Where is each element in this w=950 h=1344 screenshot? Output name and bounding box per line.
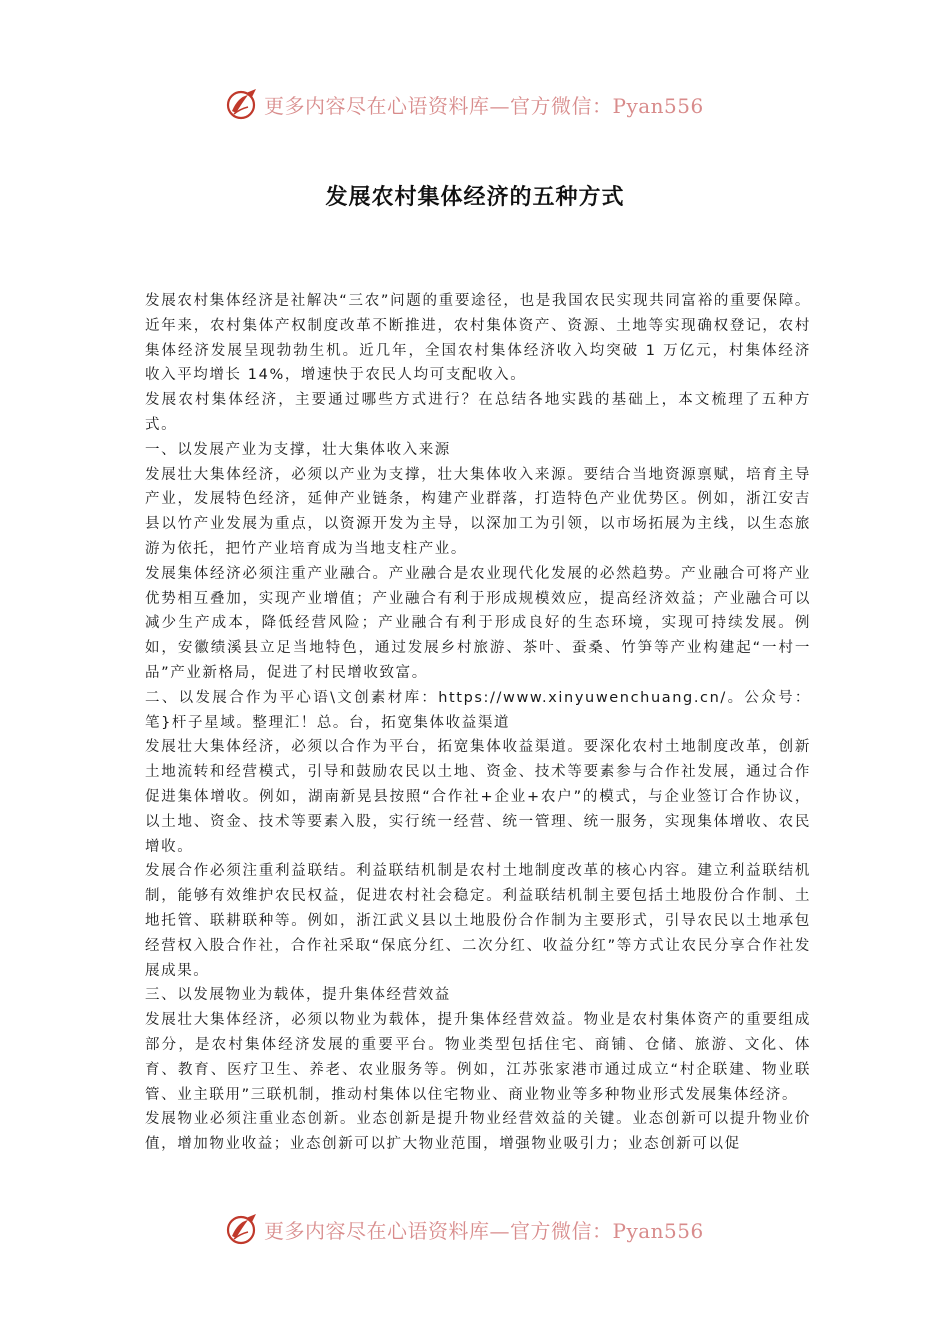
- header-banner: [226, 84, 704, 124]
- paragraph: 发展农村集体经济是社解决“三农”问题的重要途径，也是我国农民实现共同富裕的重要保障。近年来，农村集体产权制度改革不断推进，农村集体资产、资源、土地等实现确权登记，农村集体经济发展呈现勃勃生机。近几年，全国农村集体经济收入均突破 1 万亿元，村集体经济收入平均增长 14%，增速快于农民人均可支配收入。: [145, 293, 811, 384]
- logo-icon: [226, 1212, 260, 1246]
- paragraph: 发展物业必须注重业态创新。业态创新是提升物业经营效益的关键。业态创新可以提升物业价值，增加物业收益；业态创新可以扩大物业范围，增强物业吸引力；业态创新可以促: [145, 1111, 811, 1153]
- document-title: 发展农村集体经济的五种方式: [325, 185, 625, 210]
- section-heading: 三、以发展物业为载体，提升集体经营效益: [145, 987, 451, 1004]
- paragraph: 发展壮大集体经济，必须以产业为支撑，壮大集体收入来源。要结合当地资源禀赋，培育主导产业，发展特色经济，延伸产业链条，构建产业群落，打造特色产业优势区。例如，浙江安吉县以竹产业发展为重点，以资源开发为主导，以深加工为引领，以市场拓展为主线，以生态旅游为依托，把竹产业培育成为当地支柱产业。: [145, 466, 811, 557]
- paragraph: 发展壮大集体经济，必须以物业为载体，提升集体经营效益。物业是农村集体资产的重要组成部分，是农村集体经济发展的重要平台。物业类型包括住宅、商铺、仓储、旅游、文化、体育、教育、医疗卫生、养老、农业服务等。例如，江苏张家港市通过成立“村企联建、物业联管、业主联用”三联机制，推动村集体以住宅物业、商业物业等多种物业形式发展集体经济。: [145, 1012, 811, 1103]
- banner-text: 更多内容尽在心语资料库—官方微信：Pyan556: [264, 1218, 704, 1243]
- section-heading: 二、以发展合作为平心语\文创素材库：https://www.xinyuwenchuang.cn/。公众号：笔}杆子星域。整理汇！总。台，拓宽集体收益渠道: [145, 689, 811, 731]
- paragraph: 发展壮大集体经济，必须以合作为平台，拓宽集体收益渠道。要深化农村土地制度改革，创新土地流转和经营模式，引导和鼓励农民以土地、资金、技术等要素参与合作社发展，通过合作促进集体增收。例如，湖南新晃县按照“合作社+企业+农户”的模式，与企业签订合作协议，以土地、资金、技术等要素入股，实行统一经营、统一管理、统一服务，实现集体增收、农民增收。: [145, 739, 811, 855]
- document-body: [145, 289, 811, 1157]
- paragraph: 发展集体经济必须注重产业融合。产业融合是农业现代化发展的必然趋势。产业融合可将产业优势相互叠加，实现产业增值；产业融合有利于形成规模效应，提高经济效益；产业融合可以减少生产成本，降低经营风险；产业融合有利于形成良好的生态环境，实现可持续发展。例如，安徽绩溪县立足当地特色，通过发展乡村旅游、茶叶、蚕桑、竹笋等产业构建起“一村一品”产业新格局，促进了村民增收致富。: [145, 565, 811, 681]
- banner-text: 更多内容尽在心语资料库—官方微信：Pyan556: [264, 93, 704, 118]
- paragraph: 发展农村集体经济，主要通过哪些方式进行？在总结各地实践的基础上，本文梳理了五种方式。: [145, 392, 811, 433]
- section-heading: 一、以发展产业为支撑，壮大集体收入来源: [145, 441, 451, 458]
- footer-banner: [226, 1209, 704, 1249]
- paragraph: 发展合作必须注重利益联结。利益联结机制是农村土地制度改革的核心内容。建立利益联结机制，能够有效维护农民权益，促进农村社会稳定。利益联结机制主要包括土地股份合作制、土地托管、联耕联种等。例如，浙江武义县以土地股份合作制为主要形式，引导农民以土地承包经营权入股合作社，合作社采取“保底分红、二次分红、收益分红”等方式让农民分享合作社发展成果。: [145, 863, 811, 979]
- logo-icon: [226, 87, 260, 121]
